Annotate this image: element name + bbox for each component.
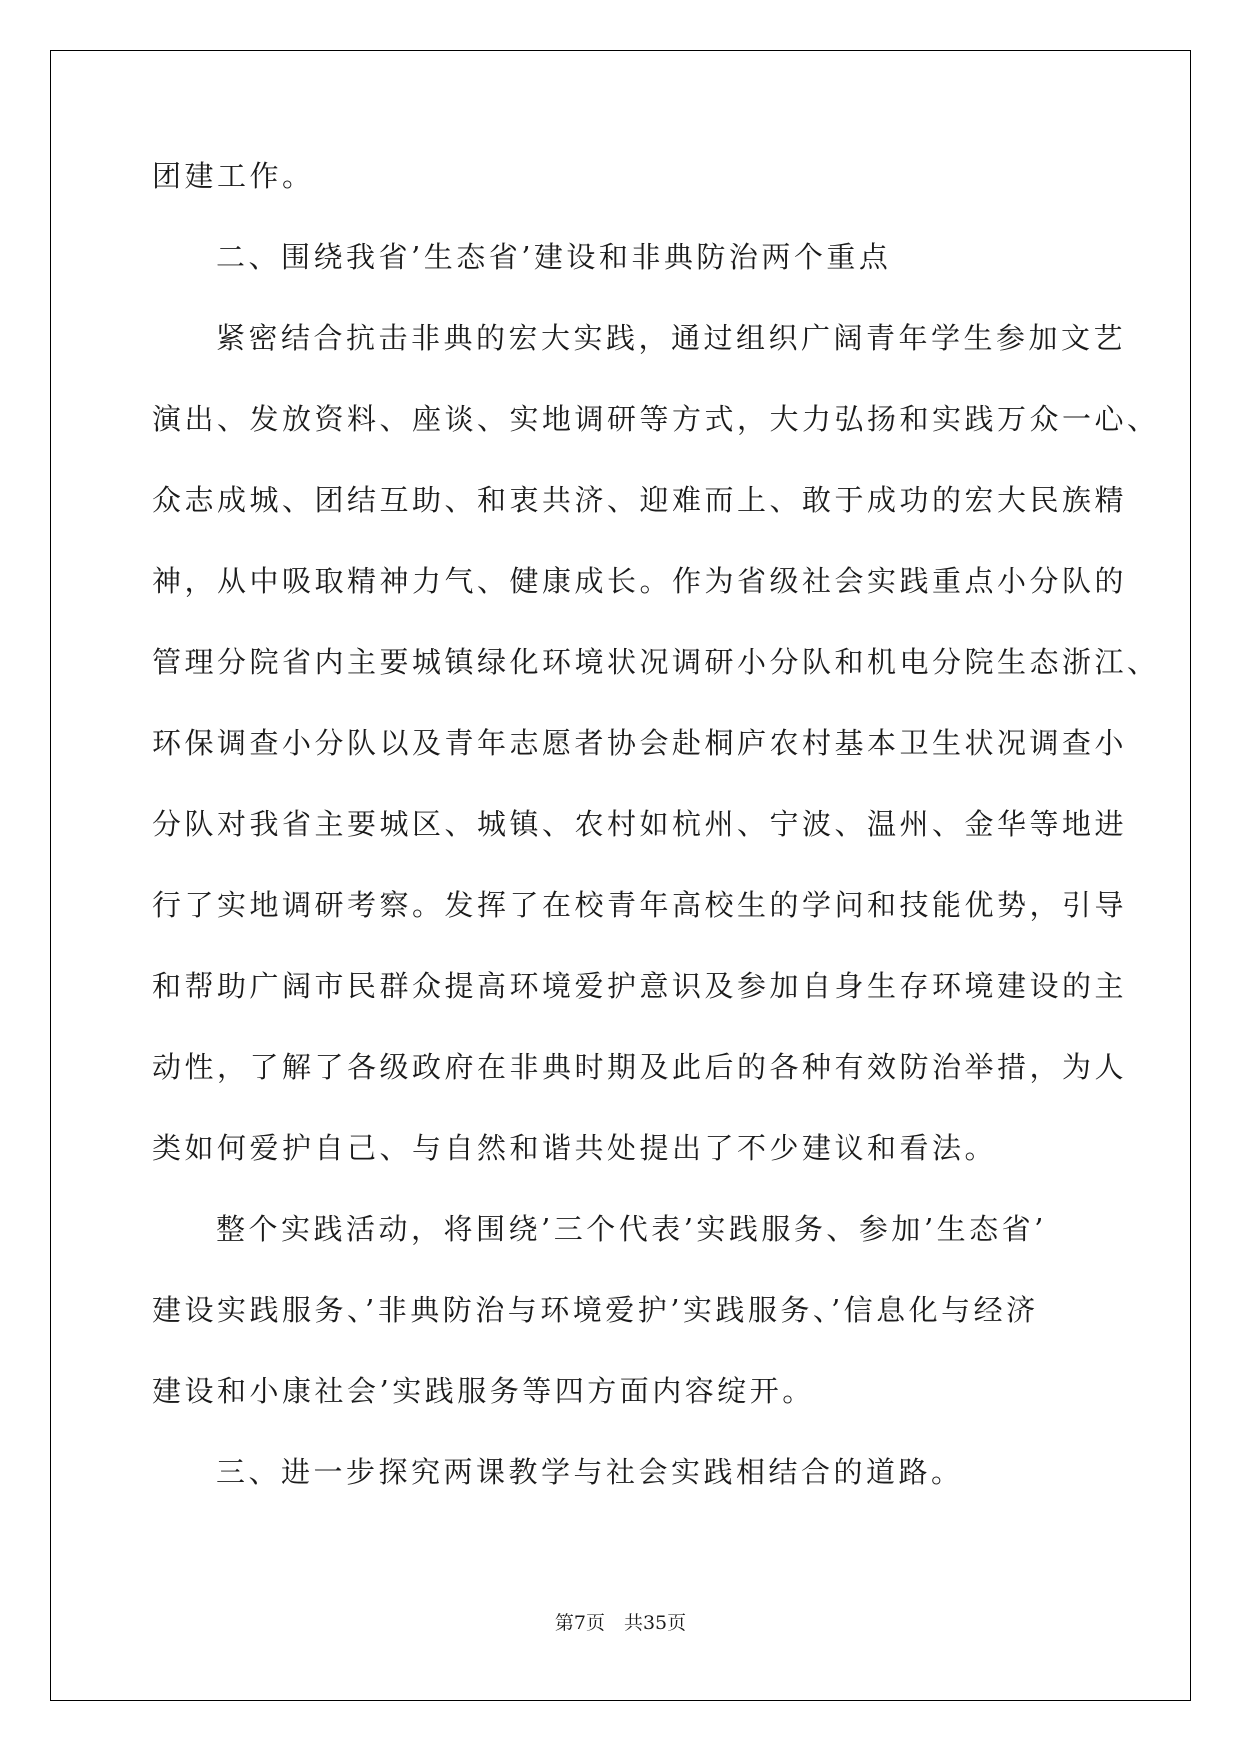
text-line: 建设实践服务、’非典防治与环境爱护’实践服务、’信息化与经济 — [152, 1293, 1039, 1327]
text-line: 类如何爱护自己、与自然和谐共处提出了不少建议和看法。 — [152, 1131, 998, 1165]
text-line: 和帮助广阔市民群众提高环境爱护意识及参加自身生存环境建设的主 — [152, 969, 1128, 1003]
section-heading: 三、进一步探究两课教学与社会实践相结合的道路。 — [216, 1455, 964, 1489]
text-line: 分队对我省主要城区、城镇、农村如杭州、宁波、温州、金华等地进 — [152, 807, 1128, 841]
document-body — [152, 156, 1160, 1533]
text-line: 建设和小康社会’实践服务等四方面内容绽开。 — [152, 1374, 815, 1408]
text-line: 环保调查小分队以及青年志愿者协会赴桐庐农村基本卫生状况调查小 — [152, 726, 1128, 760]
text-line: 动性，了解了各级政府在非典时期及此后的各种有效防治举措，为人 — [152, 1050, 1128, 1084]
text-line: 众志成城、团结互助、和衷共济、迎难而上、敢于成功的宏大民族精 — [152, 483, 1128, 517]
text-line: 演出、发放资料、座谈、实地调研等方式，大力弘扬和实践万众一心、 — [152, 402, 1160, 436]
page-number-footer: 第7页 共35页 — [554, 1612, 687, 1634]
text-line: 行了实地调研考察。发挥了在校青年高校生的学问和技能优势，引导 — [152, 888, 1128, 922]
text-line: 神，从中吸取精神力气、健康成长。作为省级社会实践重点小分队的 — [152, 564, 1128, 598]
text-line: 整个实践活动，将围绕’三个代表’实践服务、参加’生态省’ — [216, 1212, 1047, 1246]
text-line: 管理分院省内主要城镇绿化环境状况调研小分队和机电分院生态浙江、 — [152, 645, 1160, 679]
text-line: 团建工作。 — [152, 159, 315, 193]
text-line: 紧密结合抗击非典的宏大实践，通过组织广阔青年学生参加文艺 — [216, 321, 1127, 355]
section-heading: 二、围绕我省’生态省’建设和非典防治两个重点 — [216, 240, 892, 274]
